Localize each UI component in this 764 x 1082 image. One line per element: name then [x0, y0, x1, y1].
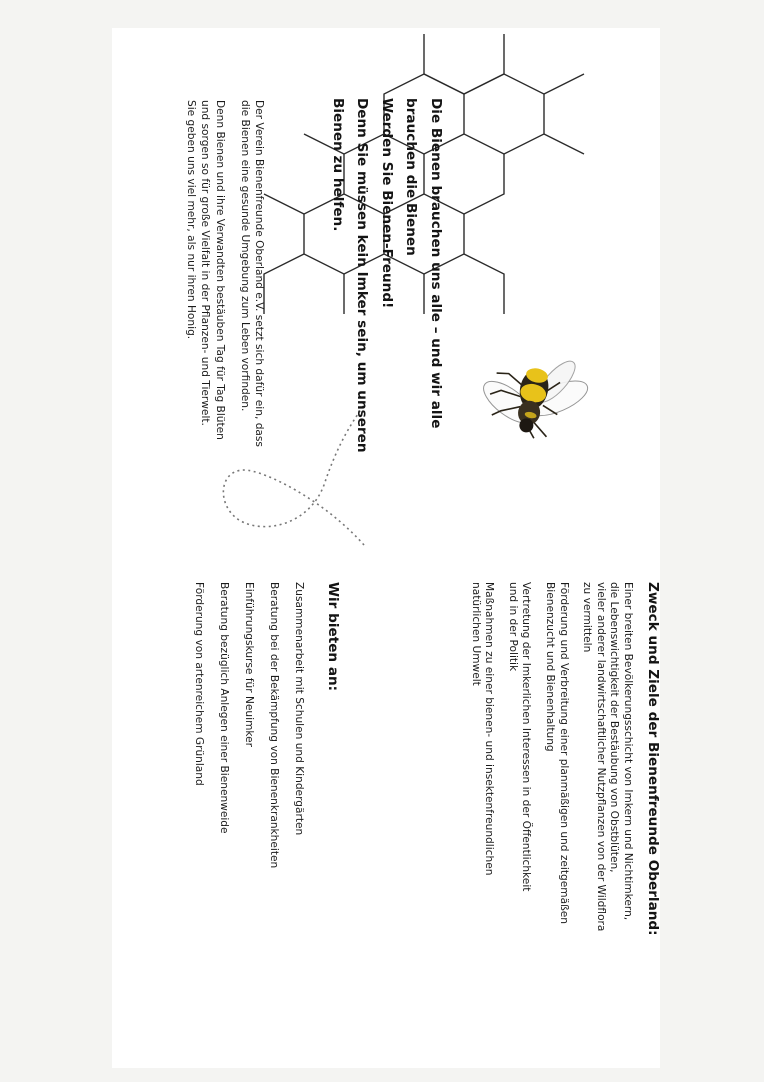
left-heading-line: brauchen die Bienen [403, 98, 420, 256]
intro-line: Denn Bienen und ihre Verwandten bestäuben Tag für Tag Blüten [213, 100, 226, 440]
goal-line: Bienenzucht und Bienenhaltung [544, 582, 557, 752]
intro-paragraph [238, 100, 266, 550]
left-heading [326, 98, 449, 518]
left-heading-line: Werden Sie Bienen-Freund! [379, 98, 395, 309]
intro-line: Sie geben uns viel mehr, als nur ihren Honig. [185, 100, 198, 340]
goal-item [580, 582, 634, 1082]
goal-line: und in der Politik [506, 582, 519, 672]
offer-item: Förderung von artenreichem Grünland [193, 582, 205, 786]
offer-item: Beratung bei der Bekämpfung von Bienenkrankheiten [268, 582, 280, 869]
left-heading-line: Bienen zu helfen. [330, 98, 346, 232]
intro-line: Der Verein Bienenfreunde Oberland e.V. setzt sich dafür ein, dass [253, 100, 265, 447]
goal-line: Maßnahmen zu einer bienen- und insektenfreundlichen [483, 582, 496, 876]
goals-heading: Zweck und Ziele der Bienenfreunde Oberland: [645, 582, 661, 936]
goals-list [458, 582, 634, 1082]
goal-item [468, 582, 495, 1082]
intro-text [184, 100, 266, 550]
offer-item: Einführungskurse für Neuimker [243, 582, 255, 748]
goal-line: Vertretung der Imkerlichen Interessen in der Öffentlichkeit [520, 582, 533, 892]
goal-item [505, 582, 532, 1082]
goal-line: natürlichen Umwelt [469, 582, 482, 686]
intro-paragraph [184, 100, 227, 550]
intro-line: und sorgen so für große Vielfalt in der Pflanzen- und Tierwelt. [199, 100, 212, 426]
offer-item: Zusammenarbeit mit Schulen und Kindergärten [293, 582, 305, 836]
left-heading-line: Die Bienen brauchen uns alle – und wir alle [428, 98, 444, 429]
goal-line: Förderung und Verbreitung einer planmäßigen und zeitgemäßen [557, 582, 570, 924]
offer-list [180, 582, 305, 1052]
offer-heading: Wir bieten an: [325, 582, 341, 692]
goal-line: Einer breiten Bevölkerungsschicht von Imkern und Nichtimkern, [622, 582, 634, 921]
left-heading-line: Denn Sie müssen kein Imker sein, um unseren [354, 98, 371, 453]
offer-item: Beratung bezüglich Anlegen einer Bienenweide [218, 582, 230, 834]
goal-line: die Lebenswichtigkeit der Bestäubung von Obstblüten, [608, 582, 621, 873]
goal-line: vieler anderer landwirtschaftlicher Nutzpflanzen von der Wildflora [594, 582, 607, 932]
goal-line: zu vermitteln [581, 582, 594, 653]
goal-item [542, 582, 569, 1082]
bee-icon [471, 339, 600, 448]
intro-line: die Bienen eine gesunde Umgebung zum Leben vorfinden. [238, 100, 251, 412]
